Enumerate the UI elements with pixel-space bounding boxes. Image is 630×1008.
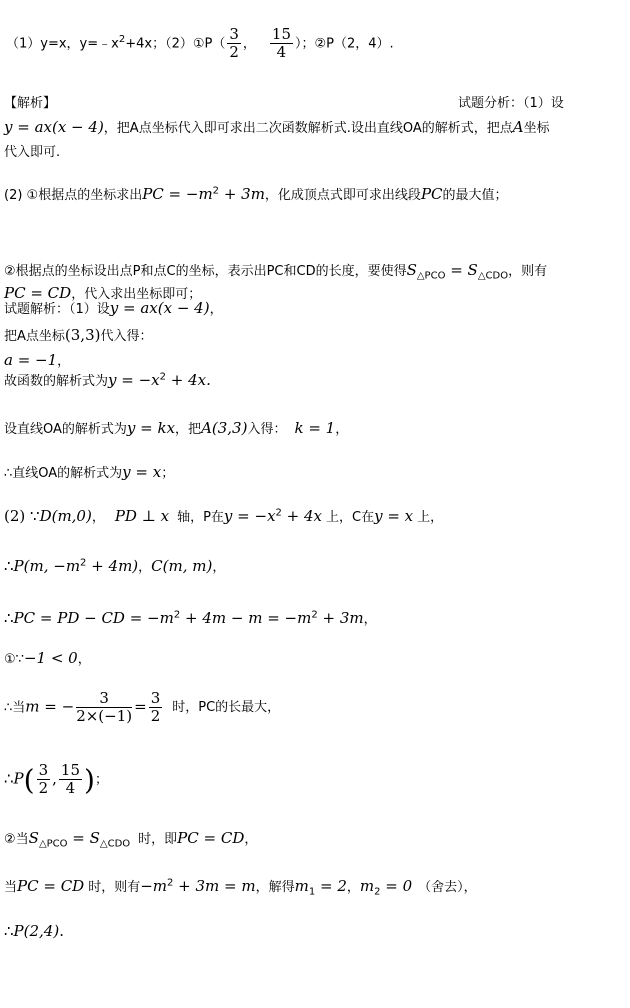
frac-denominator: 2 bbox=[229, 43, 239, 62]
solution-line4 bbox=[4, 418, 348, 437]
solution-line11 bbox=[4, 762, 108, 798]
text: (2) ①根据点的坐标求出 bbox=[4, 188, 143, 203]
math-expr: = 2 bbox=[315, 877, 347, 895]
text: ， bbox=[212, 560, 226, 575]
math-expr: (3,3) bbox=[64, 326, 101, 344]
text: 入得： bbox=[247, 422, 287, 437]
math-expr: S bbox=[28, 829, 39, 847]
text: 上， bbox=[417, 510, 444, 525]
answer-comma: ， bbox=[242, 36, 256, 52]
text: ∴当 bbox=[4, 700, 26, 716]
math-sub: △CDO bbox=[477, 270, 509, 282]
math-sub: △CDO bbox=[99, 838, 131, 850]
text: ， bbox=[77, 652, 91, 667]
math-expr: + 4m) bbox=[86, 557, 139, 575]
solution-line1 bbox=[4, 325, 152, 344]
solution-line6 bbox=[4, 506, 443, 525]
solution-line10 bbox=[4, 690, 280, 726]
solution-line12 bbox=[4, 828, 257, 850]
frac-denominator: 4 bbox=[276, 43, 287, 62]
math-expr: S bbox=[406, 261, 417, 279]
answer-frac-3-2 bbox=[227, 26, 241, 62]
math-expr: k = 1 bbox=[294, 419, 336, 437]
math-expr: m = − bbox=[25, 697, 75, 716]
math-exp: 2 bbox=[275, 507, 282, 519]
math-expr: m bbox=[294, 877, 309, 895]
frac-denominator: 2 bbox=[150, 707, 161, 726]
text: 时，即 bbox=[138, 832, 178, 847]
text: ， bbox=[138, 560, 152, 575]
text: 时，PC的长最大， bbox=[172, 700, 281, 716]
text: 代入得： bbox=[100, 329, 153, 344]
math-sub: 1 bbox=[308, 886, 316, 898]
solution-line13 bbox=[4, 876, 477, 898]
math-expr: y = −x bbox=[223, 507, 276, 525]
math-expr: + 4x bbox=[281, 507, 323, 525]
math-sub: 2 bbox=[374, 886, 381, 898]
text: ②根据点的坐标设出点P和点C的坐标，表示出PC和CD的长度，要使得 bbox=[4, 264, 407, 279]
math-exp: 2 bbox=[159, 371, 166, 383]
math-sub: △PCO bbox=[416, 270, 446, 282]
math-expr: PC = CD bbox=[177, 829, 245, 847]
text: ，解得 bbox=[255, 880, 295, 895]
math-exp: 2 bbox=[167, 877, 174, 889]
math-expr: (2) ∵ bbox=[4, 507, 40, 525]
math-sub: △PCO bbox=[38, 838, 68, 850]
text: ∴直线OA的解析式为 bbox=[4, 466, 123, 481]
text: ， bbox=[335, 422, 349, 437]
text: 试题解析：（1）设 bbox=[4, 302, 110, 317]
frac-numerator: 3 bbox=[76, 690, 132, 708]
text: 当 bbox=[4, 880, 18, 895]
math-expr: y = x bbox=[374, 507, 414, 525]
analysis-step2 bbox=[4, 184, 508, 203]
answer-exp: 2 bbox=[118, 33, 126, 45]
text: ， bbox=[209, 302, 223, 317]
text: 故函数的解析式为 bbox=[4, 374, 109, 389]
frac-numerator: 15 bbox=[271, 25, 291, 43]
text: ，把A点坐标代入即可求出二次函数解析式.设出直线OA的解析式，把点 bbox=[103, 121, 513, 136]
solution-line7 bbox=[4, 556, 225, 575]
solution-line2 bbox=[4, 350, 70, 369]
math-expr: + 4m − m = −m bbox=[180, 609, 312, 627]
math-expr: m bbox=[359, 877, 375, 895]
math-expr: D(m,0) bbox=[39, 507, 92, 525]
math-expr: ∴ bbox=[4, 922, 14, 940]
text: 轴，P在 bbox=[177, 510, 224, 525]
text: 上，C在 bbox=[326, 510, 375, 525]
frac-numerator: 3 bbox=[38, 761, 49, 779]
frac-numerator: 3 bbox=[229, 25, 239, 43]
answer-part2: +4x；（2）①P（ bbox=[125, 36, 226, 52]
text: ①∵ bbox=[4, 652, 24, 667]
frac-3-over-2 bbox=[149, 690, 163, 726]
math-expr: = bbox=[134, 697, 147, 716]
math-expr: + 3m bbox=[219, 185, 265, 203]
text: ， bbox=[91, 510, 105, 525]
math-expr: C(m, m) bbox=[151, 557, 213, 575]
text: ，代入求出坐标即可； bbox=[71, 287, 202, 302]
math-expr: + 3m bbox=[317, 609, 364, 627]
analysis-heading: 【解析】 bbox=[4, 96, 57, 111]
analysis-line2: 代入即可. bbox=[4, 145, 61, 160]
solution-line3 bbox=[4, 370, 211, 389]
text: ②当 bbox=[4, 832, 29, 847]
text: 设直线OA的解析式为 bbox=[4, 422, 127, 437]
frac-denominator: 2×(−1) bbox=[76, 707, 133, 726]
text: 时，则有 bbox=[88, 880, 141, 895]
analysis-step3-line1 bbox=[4, 260, 547, 282]
text: ； bbox=[161, 466, 175, 481]
math-expr: y = ax(x − 4) bbox=[109, 299, 210, 317]
math-expr: + 4x. bbox=[166, 371, 211, 389]
math-expr: y = kx bbox=[126, 419, 176, 437]
math-expr: ∴ bbox=[4, 769, 14, 788]
answer-line bbox=[6, 26, 394, 62]
paren-right: ) bbox=[84, 763, 95, 797]
text: ， bbox=[346, 880, 360, 895]
math-exp: 2 bbox=[212, 185, 220, 197]
math-expr: PC = −m bbox=[142, 185, 213, 203]
math-expr: ∴ bbox=[4, 609, 14, 627]
frac-denominator: 4 bbox=[65, 779, 76, 798]
frac-numerator: 3 bbox=[150, 689, 161, 707]
math-expr: PC = PD − CD = −m bbox=[13, 609, 174, 627]
text: 把A点坐标 bbox=[4, 329, 65, 344]
solution-line8 bbox=[4, 608, 377, 627]
text: （舍去）， bbox=[418, 880, 477, 895]
math-expr: P bbox=[13, 769, 24, 788]
answer-part1: （1）y=x，y=﹣x bbox=[6, 36, 119, 52]
math-expr: A bbox=[512, 118, 524, 136]
text: ，则有 bbox=[508, 264, 548, 279]
frac-denominator: 2 bbox=[38, 779, 49, 798]
math-expr: PD ⊥ x bbox=[114, 507, 170, 525]
text: ， bbox=[244, 832, 258, 847]
math-expr: −m bbox=[140, 877, 168, 895]
math-expr: y = ax(x − 4) bbox=[4, 118, 104, 136]
text: ， bbox=[57, 354, 71, 369]
solution-line5 bbox=[4, 462, 174, 481]
solution-line14 bbox=[4, 922, 64, 940]
math-expr: ∴ bbox=[4, 557, 14, 575]
text: ，化成顶点式即可求出线段 bbox=[264, 188, 421, 203]
math-expr: + 3m = m bbox=[173, 877, 256, 895]
math-expr: PC = CD bbox=[17, 877, 85, 895]
answer-frac-15-4 bbox=[270, 26, 293, 62]
solution-title bbox=[4, 298, 223, 317]
math-expr: y = −x bbox=[108, 371, 160, 389]
analysis-title: 试题分析：（1）设 bbox=[458, 96, 564, 111]
analysis-line1 bbox=[4, 117, 550, 136]
text: ； bbox=[94, 772, 108, 788]
math-expr: . bbox=[59, 922, 64, 940]
math-expr: a = −1 bbox=[4, 351, 58, 369]
math-expr: −1 < 0 bbox=[23, 649, 78, 667]
math-expr: = 0 bbox=[380, 877, 413, 895]
text: ，把 bbox=[175, 422, 202, 437]
math-expr: , bbox=[52, 769, 57, 788]
math-expr: A(3,3) bbox=[201, 419, 248, 437]
math-expr: y = x bbox=[122, 463, 162, 481]
paren-left: ( bbox=[23, 763, 35, 797]
math-exp: 2 bbox=[173, 609, 181, 621]
text: ， bbox=[363, 612, 377, 627]
text: 的最大值； bbox=[442, 188, 508, 203]
math-expr: PC = CD bbox=[4, 284, 72, 302]
math-expr: = S bbox=[445, 261, 478, 279]
frac-numerator: 15 bbox=[60, 761, 80, 779]
math-exp: 2 bbox=[80, 557, 87, 569]
frac-3-over-2 bbox=[37, 762, 51, 798]
math-exp: 2 bbox=[311, 609, 318, 621]
math-expr: P(2,4) bbox=[13, 922, 60, 940]
frac-3-over-2x-1 bbox=[76, 690, 132, 726]
solution-line9 bbox=[4, 648, 91, 667]
frac-15-over-4 bbox=[59, 762, 82, 798]
answer-part3: ）；②P（2，4）. bbox=[295, 36, 394, 52]
math-expr: PC bbox=[420, 185, 443, 203]
math-expr: = S bbox=[67, 829, 100, 847]
text: 坐标 bbox=[523, 121, 550, 136]
math-expr: P(m, −m bbox=[13, 557, 81, 575]
